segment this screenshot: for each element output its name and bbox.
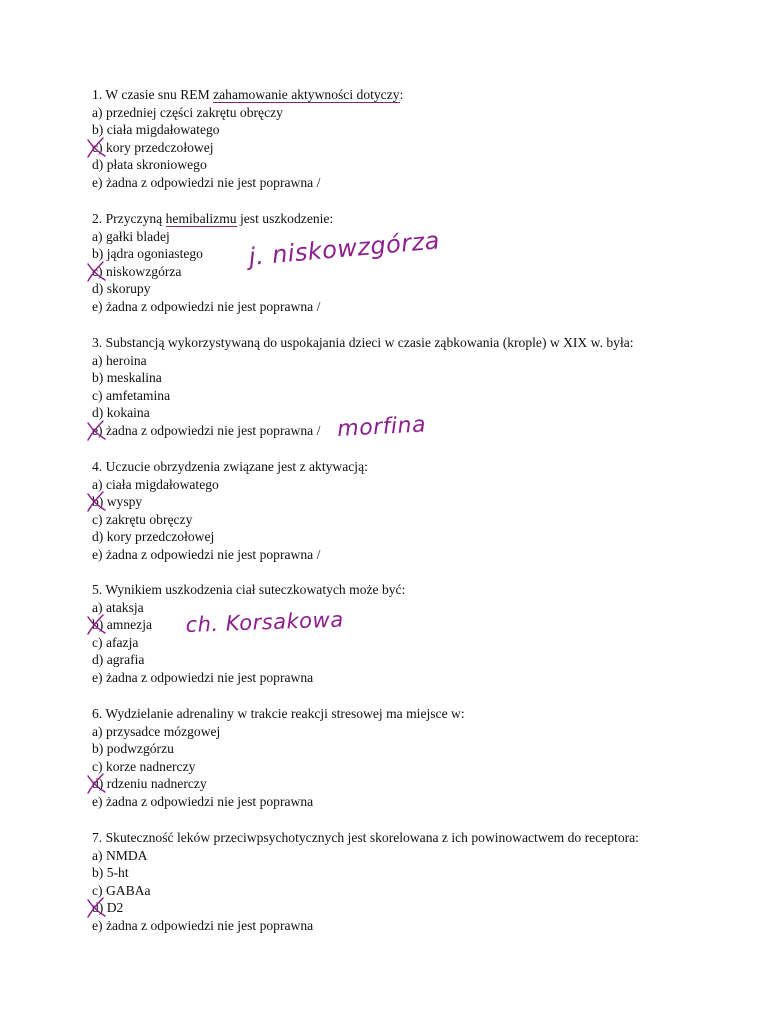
question-4 <box>92 458 732 564</box>
handwritten-note: ch. Korsakowa <box>185 607 344 637</box>
answer-option: e) żadna z odpowiedzi nie jest poprawna <box>92 669 314 685</box>
answer-option: b) ciała migdałowatego <box>92 122 220 138</box>
underlined-phrase: hemibalizmu <box>165 211 237 226</box>
answer-option: b) meskalina <box>92 370 162 386</box>
handwritten-cross-icon <box>87 614 106 635</box>
question-text: 1. W czasie snu REM zahamowanie aktywności dotyczy: <box>92 87 404 102</box>
answer-option-crossed: c) niskowzgórza <box>92 263 732 281</box>
underlined-phrase: zahamowanie aktywności dotyczy <box>213 87 400 102</box>
answer-option: c) GABAa <box>92 882 151 898</box>
answer-option: e) żadna z odpowiedzi nie jest poprawna / <box>92 298 321 314</box>
question-text: 2. Przyczyną hemibalizmu jest uszkodzenie: <box>92 211 334 226</box>
answer-option: c) korze nadnerczy <box>92 758 196 774</box>
answer-option: e) żadna z odpowiedzi nie jest poprawna <box>92 793 314 809</box>
question-1 <box>92 86 732 192</box>
handwritten-cross-icon <box>87 137 106 158</box>
answer-option: a) gałki bladej <box>92 228 170 244</box>
answer-option-crossed: e) żadna z odpowiedzi nie jest poprawna / <box>92 422 732 440</box>
answer-option: a) przysadce mózgowej <box>92 723 221 739</box>
answer-option: b) 5-ht <box>92 865 129 881</box>
question-text: 7. Skuteczność leków przeciwpsychotycznych jest skorelowana z ich powinowactwem do receptora: <box>92 830 639 845</box>
handwritten-note: j. niskowzgórza <box>247 226 441 271</box>
answer-option-crossed: c) kory przedczołowej <box>92 139 732 157</box>
answer-option: a) przedniej części zakrętu obręczy <box>92 104 283 120</box>
answer-option-crossed: b) wyspy <box>92 493 732 511</box>
answer-option: d) agrafia <box>92 652 145 668</box>
answer-option: a) heroina <box>92 352 147 368</box>
answer-option: c) zakrętu obręczy <box>92 511 193 527</box>
question-text: 5. Wynikiem uszkodzenia ciał suteczkowatych może być: <box>92 582 406 597</box>
answer-option: d) kory przedczołowej <box>92 529 215 545</box>
answer-option: a) ciała migdałowatego <box>92 476 219 492</box>
answer-option: d) płata skroniowego <box>92 157 207 173</box>
question-7 <box>92 829 732 935</box>
answer-option: d) kokaina <box>92 405 150 421</box>
answer-option-crossed: d) rdzeniu nadnerczy <box>92 775 732 793</box>
handwritten-cross-icon <box>87 491 106 512</box>
question-2 <box>92 210 732 316</box>
handwritten-note: morfina <box>336 412 427 442</box>
handwritten-cross-icon <box>87 261 106 282</box>
handwritten-cross-icon <box>87 420 106 441</box>
handwritten-cross-icon <box>87 897 106 918</box>
question-text: 3. Substancją wykorzystywaną do uspokajania dzieci w czasie ząbkowania (krople) w XIX w. była: <box>92 335 634 350</box>
answer-option: b) jądra ogoniastego <box>92 246 203 262</box>
answer-option-crossed: b) amnezja <box>92 616 732 634</box>
answer-option: e) żadna z odpowiedzi nie jest poprawna / <box>92 174 321 190</box>
answer-option-crossed: d) D2 <box>92 899 732 917</box>
question-text: 4. Uczucie obrzydzenia związane jest z aktywacją: <box>92 459 368 474</box>
answer-option: c) afazja <box>92 634 139 650</box>
answer-option: b) podwzgórzu <box>92 741 174 757</box>
answer-option: d) skorupy <box>92 281 151 297</box>
answer-option: a) ataksja <box>92 599 144 615</box>
answer-option: e) żadna z odpowiedzi nie jest poprawna / <box>92 546 321 562</box>
handwritten-cross-icon <box>87 773 106 794</box>
answer-option: e) żadna z odpowiedzi nie jest poprawna <box>92 917 314 933</box>
question-text: 6. Wydzielanie adrenaliny w trakcie reakcji stresowej ma miejsce w: <box>92 706 465 721</box>
answer-option: c) amfetamina <box>92 387 171 403</box>
question-6 <box>92 705 732 811</box>
answer-option: a) NMDA <box>92 847 148 863</box>
